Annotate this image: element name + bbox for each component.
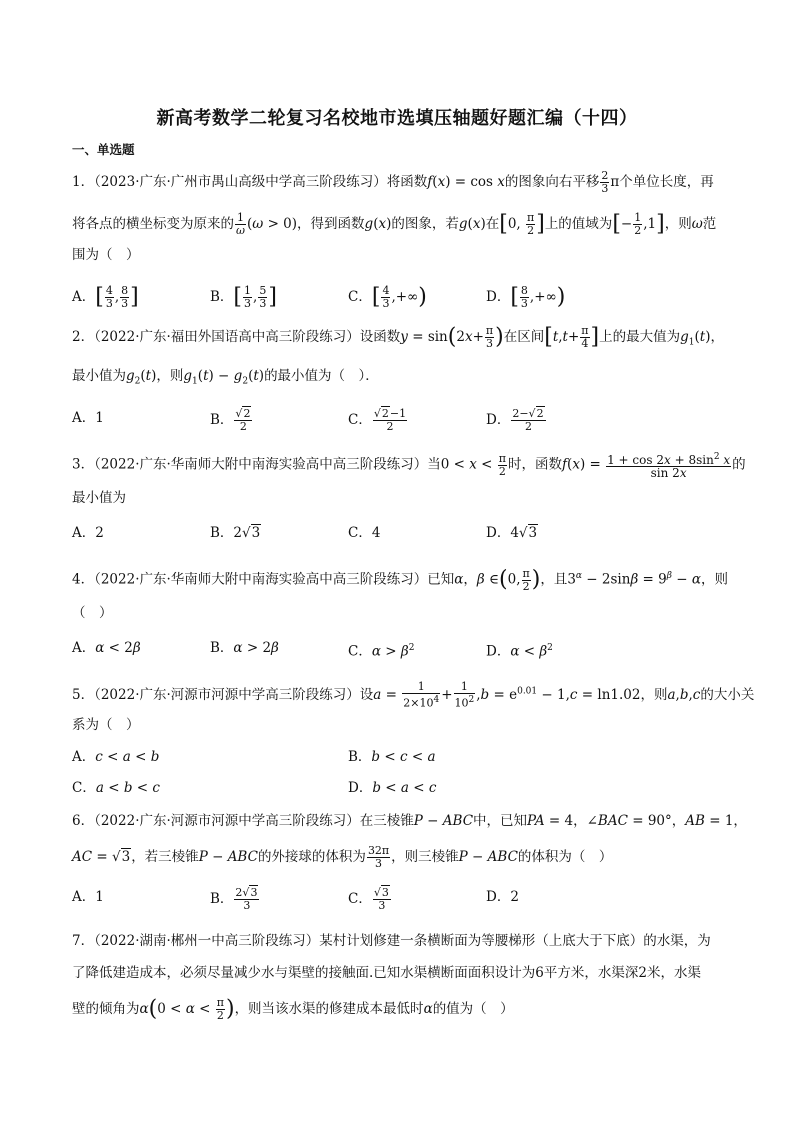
q2-option-b: B． $\frac{√2}{2}$ [210,407,251,433]
question-3-line-1: 3．（2022·广东·华南师大附中南海实验高中高三阶段练习）当0 < x < $\frac{\pi}{2}$ 时，函数f(x) = $\frac{1 + \cos 2x + 8\sin^2 x}{\sin 2x}$ 的 [72,451,746,480]
q5-option-b: B．b < c < a [348,749,436,765]
q5-option-c: C．a < b < c [72,780,160,796]
q4-option-b: B．α > 2β [210,640,279,656]
question-4-line-2: （ ） [72,605,113,621]
question-5-line-2: 系为（ ） [72,717,140,733]
q2-option-c: C． $\frac{√2-1}{2}$ [348,407,407,433]
q2-option-d: D． $\frac{2-√2}{2}$ [486,407,544,433]
q6-option-c: C． $\frac{√3}{3}$ [348,886,389,912]
q1-option-d: D．[ $\frac{8}{3}$ ,+∞) [486,284,566,310]
question-2-line-2: 最小值为$g_2(t)$，则$g_1(t) - g_2(t)$的最小值为（ ）． [72,368,379,387]
q5-option-a: A．c < a < b [72,749,160,765]
question-1-line-1: 1．（2023·广东·广州市禺山高级中学高三阶段练习）将函数f(x) = cos x的图象向右平移 $\frac{2}{3}$ π个单位长度，再 [72,169,714,195]
question-6-line-2: AC = √3，若三棱锥P − ABC的外接球的体积为 $\frac{32\pi}{3}$ ，则三棱锥P − ABC的体积为（ ） [72,844,613,870]
question-4-line-1: 4．（2022·广东·华南师大附中南海实验高中高三阶段练习）已知α，β ∈(0, $\frac{\pi}{2}$ )，且$3^\alpha - 2\sin\beta = 9^\beta - \alpha$，则 [72,566,728,593]
q1-option-a: A．[ $\frac{4}{3}$ , $\frac{8}{3}$ ] [72,284,139,310]
q4-option-a: A．α < 2β [72,640,141,656]
q4-option-d: D．$\alpha < \beta^2$ [486,643,553,660]
q3-option-a: A．2 [72,525,104,541]
question-5-line-1: 5．（2022·广东·河源市河源中学高三阶段练习）设a = $\frac{1}{2\times 10^4}$ + $\frac{1}{10^2}$ $,b = e^{0.01} - 1,c = \ln 1.02$，则a,b,c的大小关 [72,680,755,710]
q6-option-d: D．2 [486,889,519,905]
question-3-line-2: 最小值为 [72,490,126,506]
question-6-line-1: 6．（2022·广东·河源市河源中学高三阶段练习）在三棱锥P − ABC中，已知PA = 4，∠BAC = 90°，AB = 1， [72,813,747,829]
q5-option-d: D．b < a < c [348,780,437,796]
q4-option-c: C．$\alpha > \beta^2$ [348,643,415,660]
q1-option-b: B．[ $\frac{1}{3}$ , $\frac{5}{3}$ ] [210,284,277,310]
question-7-line-2: 了降低建造成本，必须尽量减少水与渠壁的接触面.已知水渠横断面面积设计为6平方米，水渠深2米，水渠 [72,965,701,981]
q6-option-b: B． $\frac{2√3}{3}$ [210,886,258,912]
page-title: 新高考数学二轮复习名校地市选填压轴题好题汇编（十四） [156,108,638,129]
q1-option-c: C．[ $\frac{4}{3}$ ,+∞) [348,284,427,310]
section-heading: 一、单选题 [72,142,135,157]
question-1-line-2: 将各点的横坐标变为原来的 $\frac{1}{\omega}$ (ω > 0)，得到函数g(x)的图象，若g(x)在[0, $\frac{\pi}{2}$ ]上的值域为[− $\frac{1}{2}$ ,1]，则ω范 [72,211,717,237]
question-2-line-1: 2．（2022·广东·福田外国语高中高三阶段练习）设函数y = sin(2x+ $\frac{\pi}{3}$ )在区间[t,t+ $\frac{\pi}{4}$ ]上的最大值为$g_1(t)$， [72,324,725,350]
question-7-line-3: 壁的倾角为α(0 < α < $\frac{\pi}{2}$ )，则当该水渠的修建成本最低时α的值为（ ） [72,996,514,1022]
q3-option-d: D．4√3 [486,525,538,541]
q3-option-b: B．2√3 [210,525,261,541]
q2-option-a: A．1 [72,410,104,426]
question-1-line-3: 围为（ ） [72,247,140,263]
question-7-line-1: 7．（2022·湖南·郴州一中高三阶段练习）某村计划修建一条横断面为等腰梯形（上底大于下底）的水渠，为 [72,933,711,949]
q3-option-c: C．4 [348,525,381,541]
q6-option-a: A．1 [72,889,104,905]
